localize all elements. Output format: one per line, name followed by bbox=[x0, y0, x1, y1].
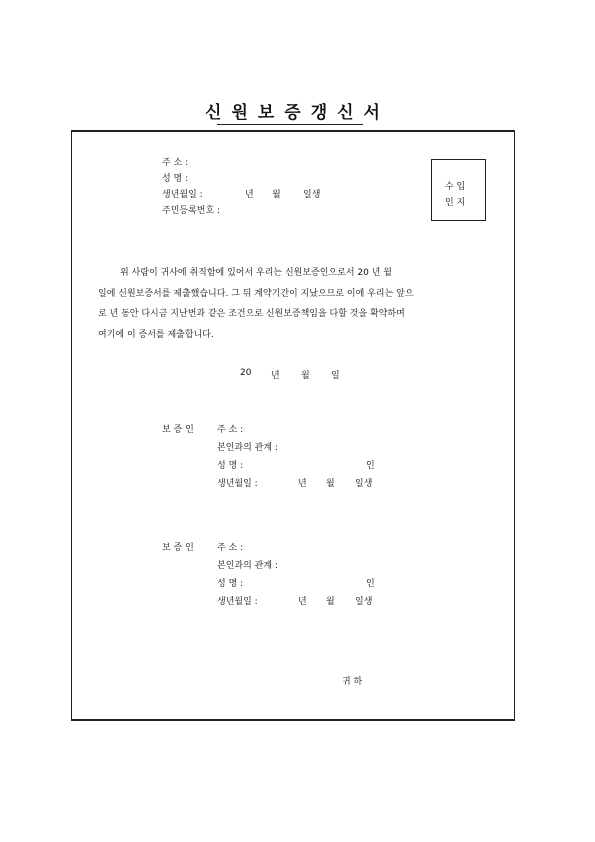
guarantor-birth-label: 생년월일 : bbox=[217, 479, 258, 489]
date-month-unit: 월 bbox=[301, 371, 310, 381]
guarantor-heading: 보 증 인 bbox=[162, 543, 194, 553]
stamp-text-line1: 수 입 bbox=[445, 182, 466, 192]
guarantor-birth-month: 월 bbox=[326, 479, 335, 489]
body-paragraph bbox=[98, 263, 490, 345]
date-year: 20 bbox=[240, 368, 252, 378]
body-line: 여기에 이 증서를 제출합니다. bbox=[98, 329, 214, 340]
person-name-label: 성 명 : bbox=[162, 174, 189, 184]
guarantor-birth-month: 월 bbox=[326, 597, 335, 607]
date-year-unit: 년 bbox=[271, 371, 280, 381]
guarantor-seal-mark: 인 bbox=[366, 461, 375, 471]
guarantor-name-label: 성 명 : bbox=[217, 579, 244, 589]
guarantor-address-label: 주 소 : bbox=[217, 543, 244, 553]
person-birth-day: 일생 bbox=[303, 190, 321, 200]
person-id-label: 주민등록번호 : bbox=[162, 206, 221, 216]
guarantor-relation-label: 본인과의 관계 : bbox=[217, 443, 278, 453]
guarantor-birth-year: 년 bbox=[298, 479, 307, 489]
guarantor-name-label: 성 명 : bbox=[217, 461, 244, 471]
person-address-label: 주 소 : bbox=[162, 158, 189, 168]
closing-addressee: 귀 하 bbox=[342, 677, 363, 687]
date-day-unit: 일 bbox=[331, 371, 340, 381]
body-line: 일에 신원보증서를 제출했습니다. 그 뒤 계약기간이 지났으므로 이에 우리는 앞으 bbox=[98, 288, 414, 299]
stamp-text-line2: 인 지 bbox=[445, 198, 466, 208]
document-title: 신원보증갱신서 bbox=[205, 103, 390, 123]
title-underline bbox=[217, 124, 363, 125]
person-birth-month: 월 bbox=[272, 190, 281, 200]
person-birth-label: 생년월일 : bbox=[162, 190, 203, 200]
guarantor-seal-mark: 인 bbox=[366, 579, 375, 589]
guarantor-birth-label: 생년월일 : bbox=[217, 597, 258, 607]
guarantor-address-label: 주 소 : bbox=[217, 425, 244, 435]
guarantor-birth-year: 년 bbox=[298, 597, 307, 607]
guarantor-relation-label: 본인과의 관계 : bbox=[217, 561, 278, 571]
guarantor-birth-day: 일생 bbox=[355, 479, 373, 489]
body-line: 로 년 동안 다시금 지난번과 같은 조건으로 신원보증책임을 다할 것을 확약하며 bbox=[98, 309, 405, 319]
guarantor-heading: 보 증 인 bbox=[162, 425, 194, 435]
body-line: 위 사람이 귀사에 취직함에 있어서 우리는 신원보증인으로서 20 년 월 bbox=[120, 268, 392, 278]
person-birth-year: 년 bbox=[245, 190, 254, 200]
guarantor-birth-day: 일생 bbox=[355, 597, 373, 607]
